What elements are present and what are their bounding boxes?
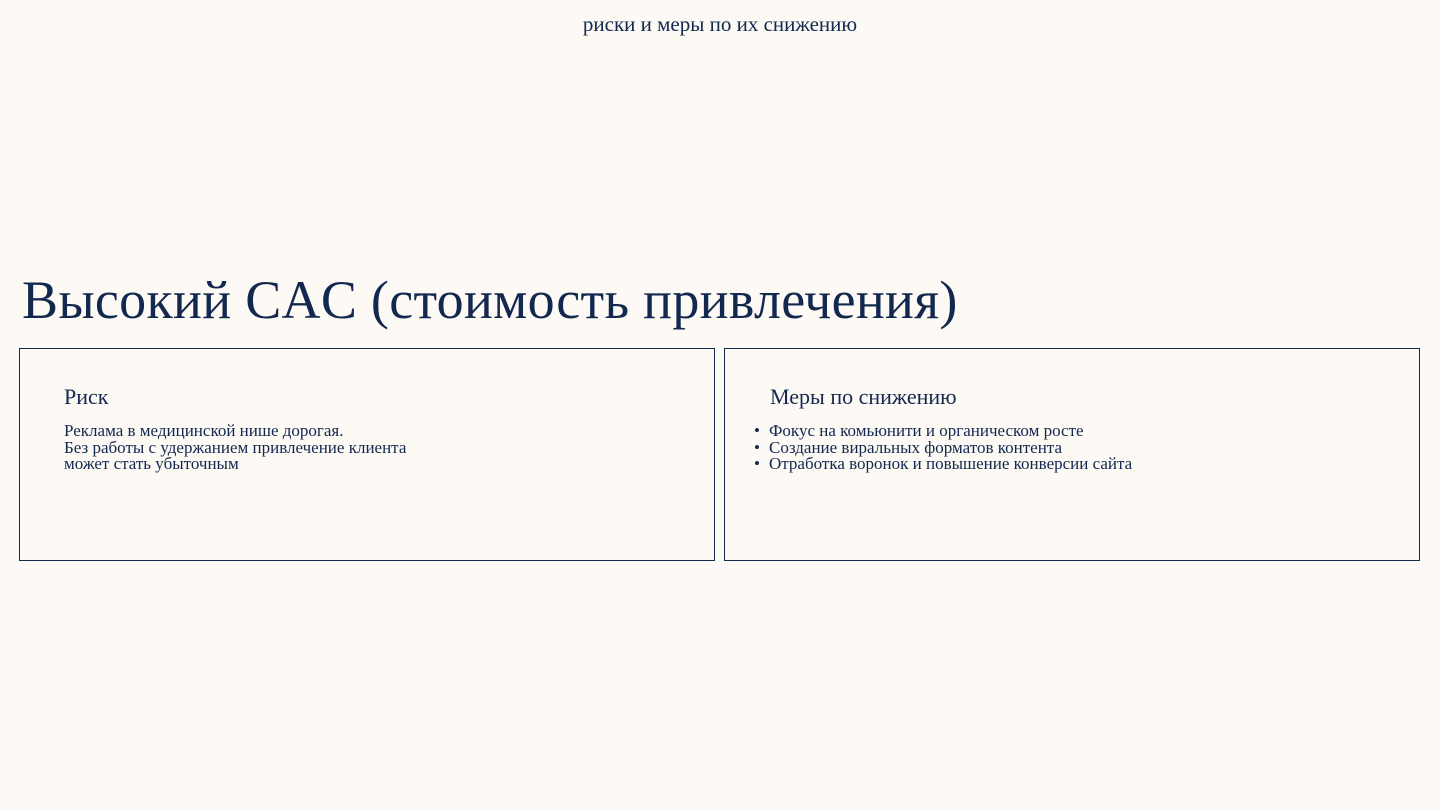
measures-card: [724, 348, 1420, 561]
measures-heading: Меры по снижению: [770, 384, 957, 409]
risk-description: [64, 423, 406, 473]
risk-heading: Риск: [64, 384, 109, 409]
risk-line: Без работы с удержанием привлечение клиента: [64, 437, 407, 457]
measures-list: [754, 421, 1133, 473]
measure-text: Фокус на комьюнити и органическом росте: [769, 421, 1084, 440]
bullet-icon: •: [754, 421, 760, 440]
measure-text: Отработка воронок и повышение конверсии сайта: [769, 454, 1133, 473]
bullet-icon: •: [754, 437, 760, 457]
risk-card: [19, 348, 715, 561]
slide-title: Высокий CAC (стоимость привлечения): [22, 270, 958, 330]
bullet-icon: •: [754, 454, 760, 473]
measure-item: [754, 454, 1133, 473]
measure-text: Создание виральных форматов контента: [769, 437, 1062, 457]
section-topic: риски и меры по их снижению: [582, 12, 858, 36]
risk-line: может стать убыточным: [64, 454, 239, 473]
risk-line: Реклама в медицинской нише дорогая.: [64, 421, 344, 440]
